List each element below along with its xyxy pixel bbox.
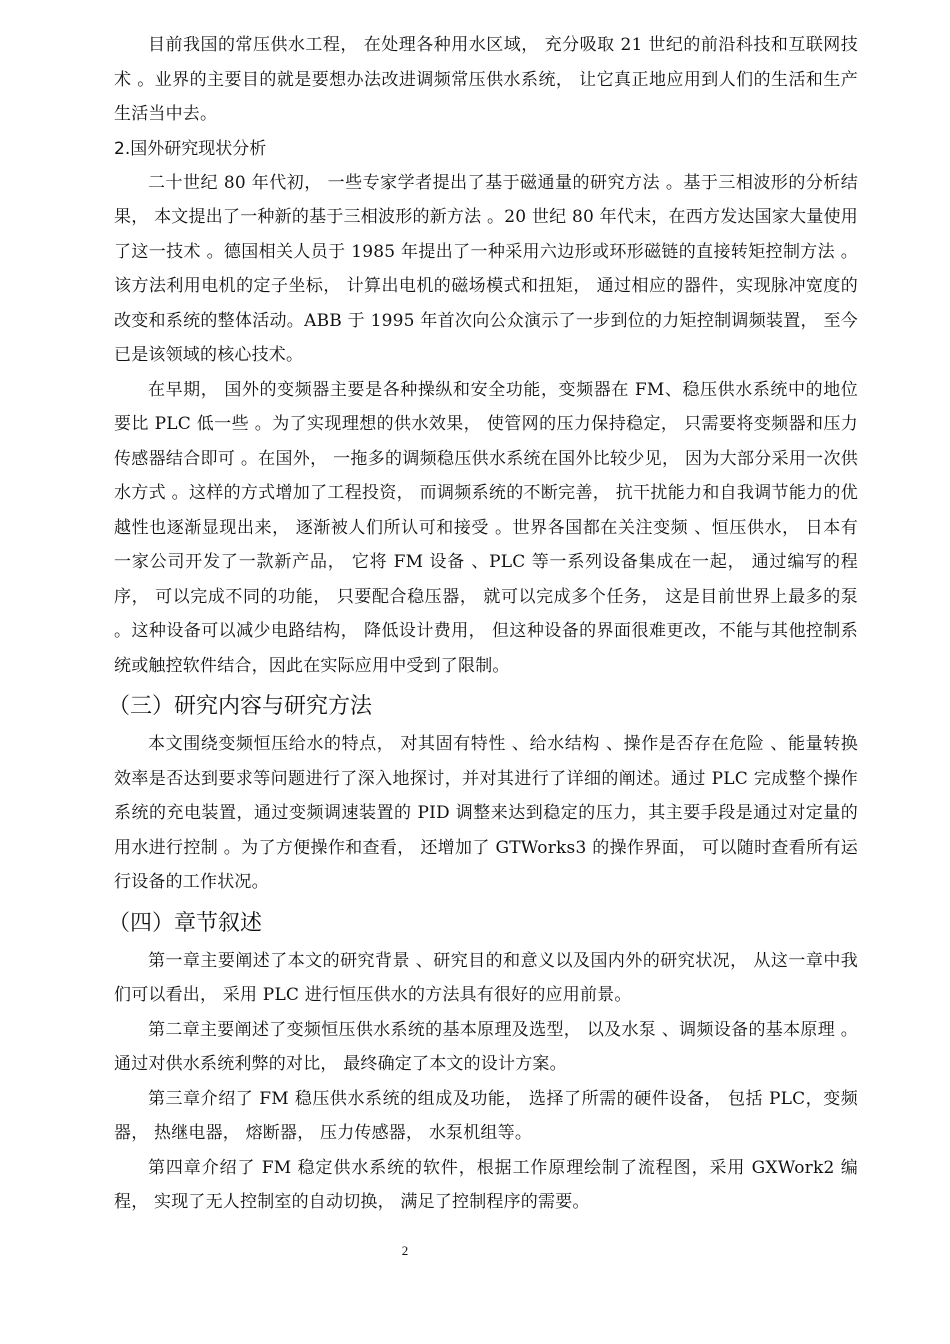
paragraph-section-3: 本文围绕变频恒压给水的特点， 对其固有特性 、给水结构 、操作是否存在危险 、能量转换效率是否达到要求等问题进行了深入地探讨，并对其进行了详细的阐述。通过 PLC 完成整个操作系统的充电装置，通过变频调速装置的 PID 调整来达到稳定的压力，其主要手段是通过对定量的用水进行控制 。为了方便操作和查看， 还增加了 GTWorks3 的操作界面， 可以随时查看所有运行设备的工作状况。 <box>114 734 858 892</box>
paragraph-chapter-3: 第三章介绍了 FM 稳压供水系统的组成及功能， 选择了所需的硬件设备， 包括 PLC，变频器， 热继电器， 熔断器， 压力传感器， 水泵机组等。 <box>114 1088 858 1143</box>
paragraph-foreign-1: 二十世纪 80 年代初， 一些专家学者提出了基于磁通量的研究方法 。基于三相波形的分析结果， 本文提出了一种新的基于三相波形的新方法 。20 世纪 80 年代末，在西方发达国家大量使用了这一技术 。德国相关人员于 1985 年提出了一种采用六边形或环形磁链的直接转矩控制方法 。该方法利用电机的定子坐标， 计算出电机的磁场模式和扭矩， 通过相应的器件，实现脉冲宽度的改变和系统的整体活动。ABB 于 1995 年首次向公众演示了一步到位的力矩控制调频装置， 至今已是该领域的核心技术。 <box>114 172 858 365</box>
heading-section-4: （四）章节叙述 <box>108 910 263 936</box>
paragraph-domestic-intro: 目前我国的常压供水工程， 在处理各种用水区域， 充分吸取 21 世纪的前沿科技和互联网技术 。业界的主要目的就是要想办法改进调频常压供水系统， 让它真正地应用到人们的生活和生产生活当中去。 <box>114 35 858 124</box>
paragraph-chapter-1: 第一章主要阐述了本文的研究背景 、研究目的和意义以及国内外的研究状况， 从这一章中我们可以看出， 采用 PLC 进行恒压供水的方法具有很好的应用前景。 <box>114 950 858 1005</box>
paragraph-foreign-2: 在早期， 国外的变频器主要是各种操纵和安全功能，变频器在 FM、稳压供水系统中的地位要比 PLC 低一些 。为了实现理想的供水效果， 使管网的压力保持稳定， 只需要将变频器和压力传感器结合即可 。在国外， 一拖多的调频稳压供水系统在国外比较少见， 因为大部分采用一次供水方式 。这样的方式增加了工程投资， 而调频系统的不断完善， 抗干扰能力和自我调节能力的优越性也逐渐显现出来， 逐渐被人们所认可和接受 。世界各国都在关注变频 、恒压供水， 日本有一家公司开发了一款新产品， 它将 FM 设备 、PLC 等一系列设备集成在一起， 通过编写的程序， 可以完成不同的功能， 只要配合稳压器， 就可以完成多个任务， 这是目前世界上最多的泵 。这种设备可以减少电路结构， 降低设计费用， 但这种设备的界面很难更改，不能与其他控制系统或触控软件结合，因此在实际应用中受到了限制。 <box>114 379 858 676</box>
heading-foreign-research: 2.国外研究现状分析 <box>114 138 267 159</box>
page-number: 2 <box>401 1243 409 1258</box>
paragraph-chapter-4: 第四章介绍了 FM 稳定供水系统的软件，根据工作原理绘制了流程图，采用 GXWork2 编程， 实现了无人控制室的自动切换， 满足了控制程序的需要。 <box>114 1157 858 1212</box>
heading-section-3: （三）研究内容与研究方法 <box>108 694 373 719</box>
paragraph-chapter-2: 第二章主要阐述了变频恒压供水系统的基本原理及选型， 以及水泵 、调频设备的基本原理 。通过对供水系统利弊的对比， 最终确定了本文的设计方案。 <box>114 1019 858 1074</box>
